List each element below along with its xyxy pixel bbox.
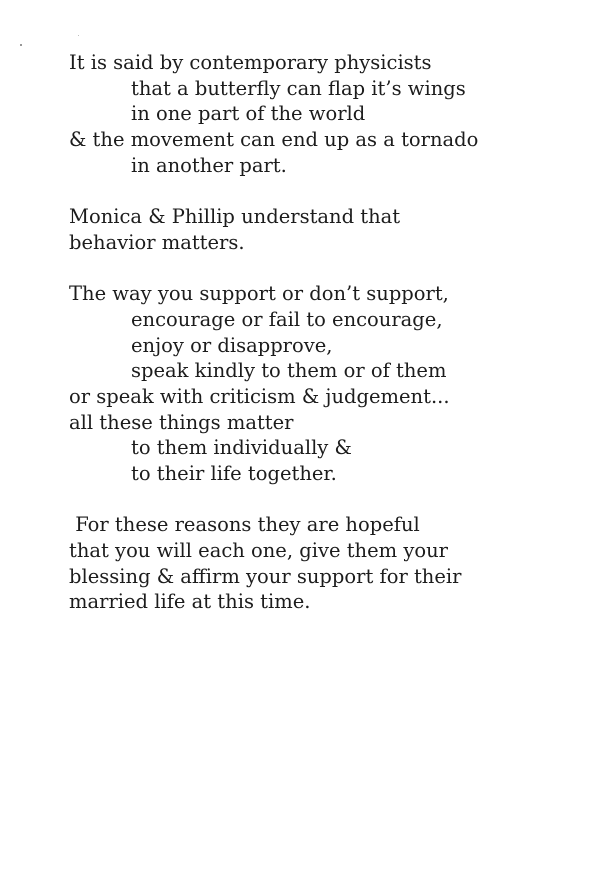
stanza-gap (69, 178, 478, 204)
stanza-gap (69, 256, 478, 282)
stanza-3-line-5: or speak with criticism & judgement... (69, 384, 450, 408)
stanza-3-line-8: to their life together. (131, 462, 337, 485)
stanza-1-line-3: in one part of the world (131, 102, 366, 126)
stanza-2 (69, 204, 478, 255)
stanza-4-line-2: that you will each one, give them your (69, 539, 448, 563)
stanza-4-line-4: married life at this time. (69, 590, 311, 614)
scan-speck (78, 35, 79, 36)
stanza-3-line-7: to them individually & (131, 436, 352, 460)
stanza-3 (69, 281, 478, 487)
stanza-2-line-2: behavior matters. (69, 230, 245, 254)
stanza-4-line-1: For these reasons they are hopeful (69, 513, 420, 537)
stanza-3-line-6: all these things matter (69, 410, 294, 434)
stanza-1-line-2: that a butterfly can flap it’s wings (131, 76, 466, 100)
stanza-1-line-4: & the movement can end up as a tornado (69, 128, 479, 152)
stanza-3-line-2: encourage or fail to encourage, (131, 307, 443, 331)
stanza-gap (69, 487, 478, 513)
scan-speck (20, 44, 22, 46)
stanza-3-line-3: enjoy or disapprove, (131, 333, 333, 357)
stanza-1-line-1: It is said by contemporary physicists (69, 51, 432, 74)
stanza-3-line-1: The way you support or don’t support, (69, 282, 449, 306)
stanza-4-line-3: blessing & affirm your support for their (69, 564, 462, 588)
stanza-1 (69, 50, 478, 178)
stanza-1-line-5: in another part. (131, 153, 287, 177)
stanza-4 (69, 512, 478, 615)
stanza-2-line-1: Monica & Phillip understand that (69, 205, 401, 229)
stanza-3-line-4: speak kindly to them or of them (131, 359, 447, 383)
poem-text (69, 50, 478, 615)
